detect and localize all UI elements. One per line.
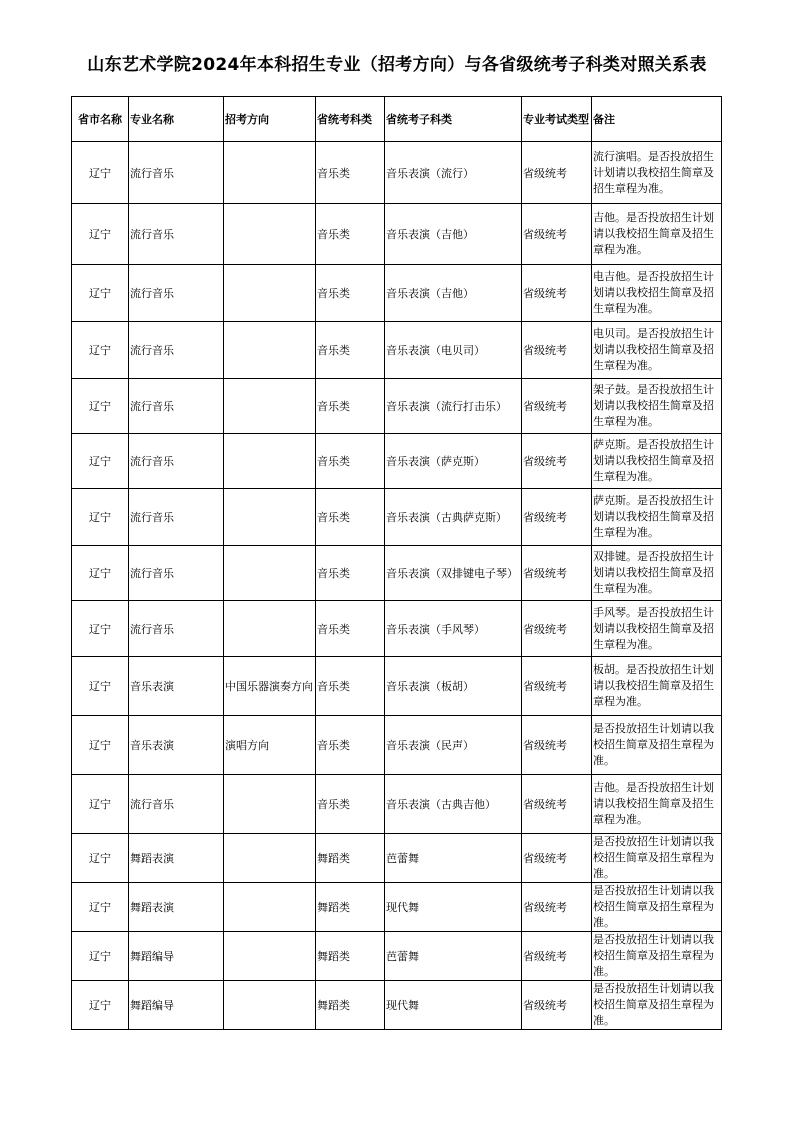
cell-direction: 演唱方向 xyxy=(224,716,316,775)
header-direction: 招考方向 xyxy=(224,97,316,142)
cell-province: 辽宁 xyxy=(72,142,129,204)
cell-exam-category: 音乐类 xyxy=(316,204,385,265)
table-row xyxy=(72,546,722,601)
cell-exam-subcategory: 现代舞 xyxy=(385,981,522,1030)
cell-exam-type: 省级统考 xyxy=(522,142,592,204)
cell-exam-category: 音乐类 xyxy=(316,434,385,489)
cell-major: 音乐表演 xyxy=(129,716,224,775)
cell-exam-category: 音乐类 xyxy=(316,489,385,546)
cell-exam-category: 舞蹈类 xyxy=(316,834,385,883)
cell-direction xyxy=(224,932,316,981)
table-row xyxy=(72,775,722,834)
table-row xyxy=(72,657,722,716)
cell-exam-subcategory: 音乐表演（双排键电子琴） xyxy=(385,546,522,601)
cell-remarks: 是否投放招生计划请以我校招生简章及招生章程为准。 xyxy=(592,981,722,1030)
cell-exam-type: 省级统考 xyxy=(522,932,592,981)
page-title: 山东艺术学院2024年本科招生专业（招考方向）与各省级统考子科类对照关系表 xyxy=(87,55,707,75)
cell-major: 舞蹈编导 xyxy=(129,932,224,981)
header-exam-category: 省统考科类 xyxy=(316,97,385,142)
cell-province: 辽宁 xyxy=(72,716,129,775)
table-row xyxy=(72,834,722,883)
cell-direction xyxy=(224,322,316,379)
cell-exam-subcategory: 音乐表演（吉他） xyxy=(385,265,522,322)
cell-province: 辽宁 xyxy=(72,601,129,657)
cell-exam-type: 省级统考 xyxy=(522,434,592,489)
cell-remarks: 板胡。是否投放招生计划请以我校招生简章及招生章程为准。 xyxy=(592,657,722,716)
cell-direction xyxy=(224,142,316,204)
cell-exam-subcategory: 芭蕾舞 xyxy=(385,932,522,981)
cell-major: 流行音乐 xyxy=(129,546,224,601)
table-row xyxy=(72,601,722,657)
cell-exam-type: 省级统考 xyxy=(522,204,592,265)
cell-major: 流行音乐 xyxy=(129,322,224,379)
cell-exam-category: 音乐类 xyxy=(316,601,385,657)
cell-major: 流行音乐 xyxy=(129,434,224,489)
cell-exam-subcategory: 音乐表演（民声） xyxy=(385,716,522,775)
table-row xyxy=(72,265,722,322)
cell-direction xyxy=(224,775,316,834)
cell-remarks: 吉他。是否投放招生计划请以我校招生简章及招生章程为准。 xyxy=(592,204,722,265)
cell-exam-category: 音乐类 xyxy=(316,546,385,601)
table-row xyxy=(72,322,722,379)
cell-exam-category: 舞蹈类 xyxy=(316,932,385,981)
cell-exam-category: 音乐类 xyxy=(316,716,385,775)
cell-major: 音乐表演 xyxy=(129,657,224,716)
cell-direction xyxy=(224,601,316,657)
cell-direction xyxy=(224,204,316,265)
cell-exam-category: 音乐类 xyxy=(316,322,385,379)
cell-exam-subcategory: 音乐表演（古典萨克斯） xyxy=(385,489,522,546)
cell-remarks: 电吉他。是否投放招生计划请以我校招生简章及招生章程为准。 xyxy=(592,265,722,322)
cell-province: 辽宁 xyxy=(72,322,129,379)
cell-province: 辽宁 xyxy=(72,981,129,1030)
cell-remarks: 是否投放招生计划请以我校招生简章及招生章程为准。 xyxy=(592,932,722,981)
table-row xyxy=(72,204,722,265)
header-exam-type: 专业考试类型 xyxy=(522,97,592,142)
cell-major: 舞蹈编导 xyxy=(129,981,224,1030)
cell-province: 辽宁 xyxy=(72,546,129,601)
cell-major: 流行音乐 xyxy=(129,204,224,265)
cell-remarks: 是否投放招生计划请以我校招生简章及招生章程为准。 xyxy=(592,834,722,883)
cell-exam-category: 舞蹈类 xyxy=(316,883,385,932)
cell-exam-subcategory: 芭蕾舞 xyxy=(385,834,522,883)
table-row xyxy=(72,142,722,204)
cell-direction xyxy=(224,834,316,883)
cell-exam-category: 音乐类 xyxy=(316,657,385,716)
cell-major: 流行音乐 xyxy=(129,601,224,657)
cell-exam-category: 舞蹈类 xyxy=(316,981,385,1030)
cell-major: 流行音乐 xyxy=(129,379,224,434)
cell-direction xyxy=(224,883,316,932)
cell-remarks: 流行演唱。是否投放招生计划请以我校招生简章及招生章程为准。 xyxy=(592,142,722,204)
cell-exam-type: 省级统考 xyxy=(522,546,592,601)
cell-exam-type: 省级统考 xyxy=(522,981,592,1030)
cell-remarks: 吉他。是否投放招生计划请以我校招生简章及招生章程为准。 xyxy=(592,775,722,834)
cell-exam-subcategory: 音乐表演（古典吉他） xyxy=(385,775,522,834)
table-row xyxy=(72,489,722,546)
cell-exam-type: 省级统考 xyxy=(522,657,592,716)
cell-direction xyxy=(224,981,316,1030)
cell-remarks: 是否投放招生计划请以我校招生简章及招生章程为准。 xyxy=(592,883,722,932)
cell-exam-type: 省级统考 xyxy=(522,716,592,775)
cell-major: 流行音乐 xyxy=(129,265,224,322)
cell-major: 舞蹈表演 xyxy=(129,883,224,932)
cell-exam-subcategory: 音乐表演（流行打击乐） xyxy=(385,379,522,434)
cell-remarks: 架子鼓。是否投放招生计划请以我校招生简章及招生章程为准。 xyxy=(592,379,722,434)
table-row xyxy=(72,932,722,981)
header-exam-subcategory: 省统考子科类 xyxy=(385,97,522,142)
cell-exam-type: 省级统考 xyxy=(522,379,592,434)
cell-exam-category: 音乐类 xyxy=(316,379,385,434)
cell-province: 辽宁 xyxy=(72,434,129,489)
cell-major: 舞蹈表演 xyxy=(129,834,224,883)
cell-exam-subcategory: 音乐表演（萨克斯） xyxy=(385,434,522,489)
table-row xyxy=(72,716,722,775)
cell-direction xyxy=(224,379,316,434)
cell-remarks: 萨克斯。是否投放招生计划请以我校招生简章及招生章程为准。 xyxy=(592,434,722,489)
cell-exam-category: 音乐类 xyxy=(316,775,385,834)
cell-major: 流行音乐 xyxy=(129,142,224,204)
cell-direction xyxy=(224,546,316,601)
cell-exam-type: 省级统考 xyxy=(522,265,592,322)
cell-exam-subcategory: 音乐表演（流行） xyxy=(385,142,522,204)
cell-exam-subcategory: 音乐表演（手风琴） xyxy=(385,601,522,657)
table-header-row xyxy=(72,97,722,142)
cell-exam-subcategory: 音乐表演（电贝司） xyxy=(385,322,522,379)
cell-province: 辽宁 xyxy=(72,265,129,322)
header-major: 专业名称 xyxy=(129,97,224,142)
table-row xyxy=(72,883,722,932)
cell-province: 辽宁 xyxy=(72,657,129,716)
table-row xyxy=(72,981,722,1030)
cell-exam-type: 省级统考 xyxy=(522,489,592,546)
cell-remarks: 手风琴。是否投放招生计划请以我校招生简章及招生章程为准。 xyxy=(592,601,722,657)
cell-province: 辽宁 xyxy=(72,883,129,932)
cell-exam-type: 省级统考 xyxy=(522,883,592,932)
cell-exam-subcategory: 音乐表演（吉他） xyxy=(385,204,522,265)
cell-province: 辽宁 xyxy=(72,834,129,883)
cell-province: 辽宁 xyxy=(72,932,129,981)
cell-major: 流行音乐 xyxy=(129,775,224,834)
cell-remarks: 萨克斯。是否投放招生计划请以我校招生简章及招生章程为准。 xyxy=(592,489,722,546)
cell-province: 辽宁 xyxy=(72,379,129,434)
header-remarks: 备注 xyxy=(592,97,722,142)
cell-exam-type: 省级统考 xyxy=(522,775,592,834)
major-mapping-table xyxy=(71,96,722,1030)
cell-exam-category: 音乐类 xyxy=(316,265,385,322)
cell-exam-type: 省级统考 xyxy=(522,322,592,379)
cell-exam-subcategory: 现代舞 xyxy=(385,883,522,932)
cell-remarks: 电贝司。是否投放招生计划请以我校招生简章及招生章程为准。 xyxy=(592,322,722,379)
cell-exam-type: 省级统考 xyxy=(522,834,592,883)
cell-direction xyxy=(224,489,316,546)
cell-major: 流行音乐 xyxy=(129,489,224,546)
cell-exam-type: 省级统考 xyxy=(522,601,592,657)
cell-province: 辽宁 xyxy=(72,489,129,546)
cell-exam-category: 音乐类 xyxy=(316,142,385,204)
cell-province: 辽宁 xyxy=(72,204,129,265)
cell-remarks: 双排键。是否投放招生计划请以我校招生简章及招生章程为准。 xyxy=(592,546,722,601)
cell-exam-subcategory: 音乐表演（板胡） xyxy=(385,657,522,716)
cell-province: 辽宁 xyxy=(72,775,129,834)
cell-direction xyxy=(224,265,316,322)
table-row xyxy=(72,379,722,434)
cell-direction: 中国乐器演奏方向 xyxy=(224,657,316,716)
cell-remarks: 是否投放招生计划请以我校招生简章及招生章程为准。 xyxy=(592,716,722,775)
header-province: 省市名称 xyxy=(72,97,129,142)
cell-direction xyxy=(224,434,316,489)
table-row xyxy=(72,434,722,489)
